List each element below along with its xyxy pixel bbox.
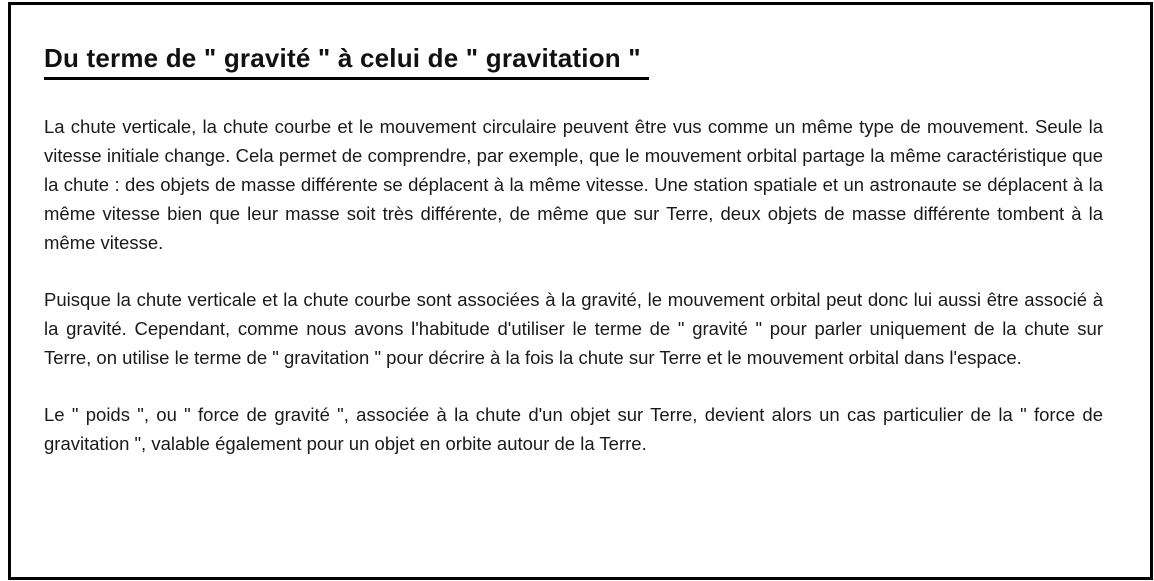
paragraph-intro-falling-motion: La chute verticale, la chute courbe et le mouvement circulaire peuvent être vus comme un même type de mouvement. Seule la vitesse initiale change. Cela permet de comprendre, par exemple, que le mouvement orbital partage la même caractéristique que la chute : des objets de masse différente se déplacent à la même vitesse. Une station spatiale et un astronaute se déplacent à la même vitesse bien que leur masse soit très différente, de même que sur Terre, deux objets de masse différente tombent à la même vitesse.: [44, 116, 1103, 253]
paragraph-weight-gravitation-force: Le " poids ", ou " force de gravité ", associée à la chute d'un objet sur Terre, devient alors un cas particulier de la " force de gravitation ", valable également pour un objet en orbite autour de la Terre.: [44, 404, 1103, 454]
document-title: Du terme de " gravité " à celui de " gravitation ": [44, 43, 649, 80]
paragraph-gravity-vs-gravitation: Puisque la chute verticale et la chute courbe sont associées à la gravité, le mouvement orbital peut donc lui aussi être associé à la gravité. Cependant, comme nous avons l'habitude d'utiliser le terme de " gravité " pour parler uniquement de la chute sur Terre, on utilise le terme de " gravitation " pour décrire à la fois la chute sur Terre et le mouvement orbital dans l'espace.: [44, 289, 1103, 368]
document-border-frame: [8, 2, 1153, 580]
